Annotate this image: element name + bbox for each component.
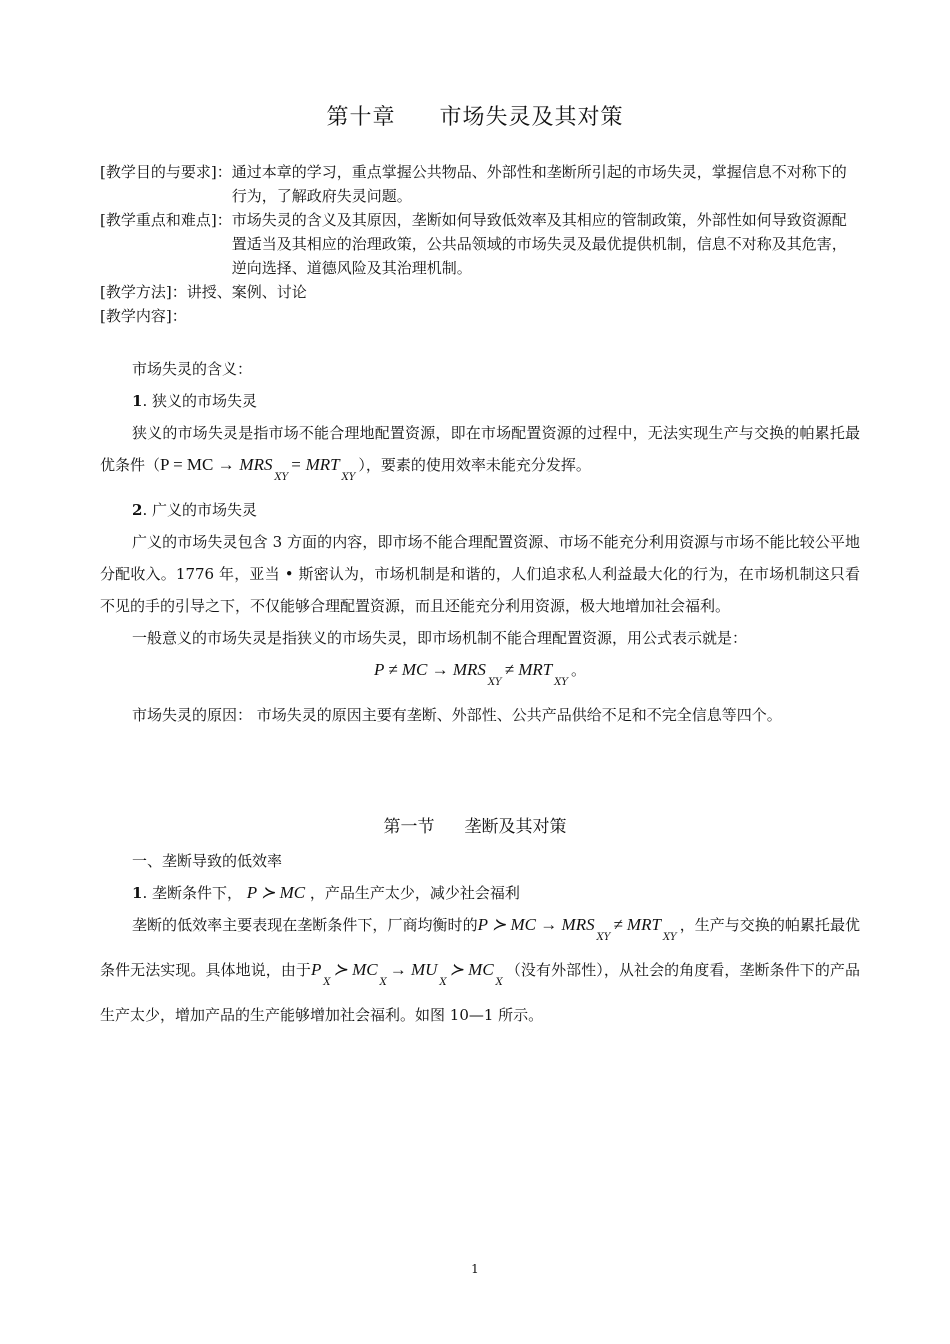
section1-paragraph [100,909,860,1031]
page-number: 1 [471,1262,479,1276]
section1-formula-3-mu: → MU [389,960,438,979]
content-row [100,304,860,328]
section1-formula-2-sub: XY [662,932,677,943]
general-formula [100,654,860,699]
section-number: 第一节 [383,817,435,837]
section1-formula-3-sub1: X [323,977,331,988]
narrow-formula-eq: = [291,455,301,474]
narrow-text-a: 狭义的市场失灵是指市场不能合理地配置资源，即在市场配置资源的过程中，无法实现生产与交换的帕累托最优条件（ [100,424,860,474]
section1-formula-3-p: P [310,960,322,979]
section1-para-b: ，生产与交换的帕累托最优条件无法实现。具体地说，由于 [100,916,860,979]
section-title [0,812,950,837]
narrow-text-b: ），要素的使用效率未能充分发挥。 [358,456,591,474]
general-paragraph: 一般意义的市场失灵是指狭义的市场失灵，即市场机制不能合理配置资源，用公式表示就是： [132,629,748,647]
narrow-number: 1 [132,392,143,410]
general-formula-end: 。 [571,661,587,679]
chapter-title [0,100,950,131]
objective-text: 通过本章的学习，重点掌握公共物品、外部性和垄断所引起的市场失灵，掌握信息不对称下的行为，了解政府失灵问题。 [231,163,847,205]
broad-heading-text: . 广义的市场失灵 [142,501,257,519]
section1-subheading: 一、垄断导致的低效率 [132,852,283,870]
general-formula-b: ≠ MRT [504,660,553,679]
method-text: 讲授、案例、讨论 [186,283,307,301]
general-formula-sub1: XY [487,677,502,688]
section1-body [100,845,860,1031]
section1-formula-3-sub4: X [495,977,503,988]
key-points-row [100,208,860,280]
section1-formula-1-sub: XY [596,932,611,943]
section1-para-c: （没有外部性），从社会的角度看，垄断条件下的产品生产太少，增加产品的生产能够增加社会福利。如图 10—1 所示。 [100,961,860,1024]
section1-formula-2: ≠ MRT [613,915,661,934]
broad-number: 2 [132,501,143,519]
content-label: [教学内容]： [100,307,187,325]
general-formula-a: P ≠ MC → MRS [373,660,486,679]
section1-item [100,877,860,909]
narrow-formula-mrt: MRT [305,455,340,474]
intro-section [100,353,860,731]
section1-item-number: 1 [132,884,143,902]
causes-paragraph: 市场失灵的原因： 市场失灵的原因主要有垄断、外部性、公共产品供给不足和不完全信息等四个。 [132,706,782,724]
narrow-formula-sub2: XY [341,472,356,483]
section1-item-formula: P ≻ MC [246,883,306,902]
narrow-heading-text: . 狭义的市场失灵 [142,392,257,410]
method-row [100,280,860,304]
chapter-number: 第十章 [326,105,396,130]
broad-paragraph: 广义的市场失灵包含 3 方面的内容，即市场不能合理配置资源、市场不能充分利用资源与市场不能比较公平地分配收入。1776 年，亚当 • 斯密认为，市场机制是和谐的，人们追求私人利益最大化的行为，在市场机制这只看不见的手的引导之下，不仅能够合理配置资源，而且还能充分利用资源，极大地增加社会福利。 [100,533,860,615]
section1-formula-3-mc: ≻ MC [333,960,378,979]
definition-heading: 市场失灵的含义： [132,360,253,378]
section1-formula-3-sub2: X [379,977,387,988]
objective-row [100,160,860,208]
teaching-meta [100,160,860,328]
section1-para-a: 垄断的低效率主要表现在垄断条件下，厂商均衡时的 [132,916,478,934]
chapter-name: 市场失灵及其对策 [439,105,624,130]
narrow-paragraph [100,417,860,494]
key-points-text: 市场失灵的含义及其原因，垄断如何导致低效率及其相应的管制政策，外部性如何导致资源配置适当及其相应的治理政策，公共品领域的市场失灵及最优提供机制，信息不对称及其危害，逆向选择、道德风险及其治理机制。 [231,211,847,277]
narrow-formula-sub1: XY [274,472,289,483]
narrow-heading [100,385,860,417]
section1-item-text-a: . 垄断条件下， [142,884,242,902]
broad-heading [100,494,860,526]
section1-formula-3-sub3: X [439,977,447,988]
method-label: [教学方法]： [100,283,187,301]
general-formula-sub2: XY [554,677,568,688]
objective-label: [教学目的与要求]： [100,163,232,181]
narrow-formula-mrs: MRS [239,455,273,474]
section1-formula-3-mc2: ≻ MC [449,960,494,979]
narrow-formula-p: P = MC → [160,455,235,474]
section1-formula-1: P ≻ MC → MRS [477,915,595,934]
section-name: 垄断及其对策 [464,817,567,837]
section1-item-text-b: ，产品生产太少，减少社会福利 [309,884,520,902]
key-points-label: [教学重点和难点]： [100,211,232,229]
